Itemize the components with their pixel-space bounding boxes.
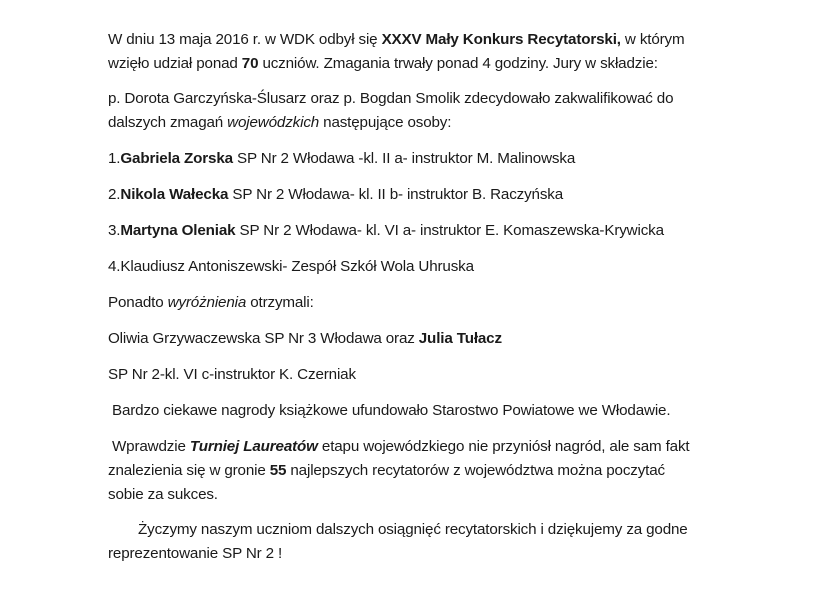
text: dalszych zmagań [108, 114, 228, 131]
paragraph-jury-line-1 [108, 87, 798, 111]
recitator-count: 55 [269, 462, 287, 479]
paragraph-jury-line-2 [108, 111, 798, 135]
student-name: Gabriela Zorska [120, 150, 233, 167]
text: sobie za sukces. [108, 486, 218, 503]
emphasis-word: wyróżnienia [167, 294, 247, 311]
list-item [108, 219, 798, 243]
list-number: 4. [108, 258, 121, 275]
paragraph-distinctions-school [108, 363, 798, 387]
paragraph-tournament-line-2 [108, 459, 798, 483]
list-text: Klaudiusz Antoniszewski- Zespół Szkół Wola Uhruska [120, 258, 474, 275]
paragraph-distinctions-names [108, 327, 798, 351]
event-name: XXXV Mały Konkurs Recytatorski, [381, 31, 621, 48]
text: Oliwia Grzywaczewska SP Nr 3 Włodawa oraz [108, 330, 419, 347]
list-text: SP Nr 2 Włodawa- kl. VI a- instruktor E. Komaszewska-Krywicka [235, 222, 664, 239]
emphasis-word: wojewódzkich [227, 114, 320, 131]
list-item [108, 183, 798, 207]
paragraph-distinctions-heading [108, 291, 798, 315]
text: Życzymy naszym uczniom dalszych osiągnięć recytatorskich i dziękujemy za godne [138, 521, 688, 538]
text: etapu wojewódzkiego nie przyniósł nagród, ale sam fakt [317, 438, 690, 455]
paragraph-intro-line-1 [108, 28, 798, 52]
paragraph-wishes-line-1 [108, 518, 798, 542]
text: reprezentowanie SP Nr 2 ! [108, 545, 283, 562]
list-item [108, 147, 798, 171]
paragraph-prizes [108, 399, 798, 423]
student-name: Julia Tułacz [418, 330, 502, 347]
paragraph-intro-line-2 [108, 52, 798, 76]
text: w którym [620, 31, 685, 48]
text: znalezienia się w gronie [108, 462, 270, 479]
text: wzięło udział ponad [108, 55, 242, 72]
text: Bardzo ciekawe nagrody książkowe ufundowało Starostwo Powiatowe we Włodawie. [112, 402, 671, 419]
student-name: Nikola Wałecka [120, 186, 229, 203]
text: Wprawdzie [112, 438, 190, 455]
list-text: SP Nr 2 Włodawa- kl. II b- instruktor B. Raczyńska [228, 186, 564, 203]
list-number: 2. [108, 186, 121, 203]
list-number: 1. [108, 150, 121, 167]
text: Ponadto [108, 294, 168, 311]
text: następujące osoby: [319, 114, 452, 131]
text: W dniu 13 maja 2016 r. w WDK odbył się [108, 31, 382, 48]
paragraph-tournament-line-3 [108, 483, 798, 507]
paragraph-tournament-line-1 [108, 435, 798, 459]
list-number: 3. [108, 222, 121, 239]
participant-count: 70 [241, 55, 259, 72]
list-text: SP Nr 2 Włodawa -kl. II a- instruktor M. Malinowska [232, 150, 576, 167]
document-body [108, 28, 798, 566]
text: uczniów. Zmagania trwały ponad 4 godziny. Jury w składzie: [258, 55, 658, 72]
tournament-title: Turniej Laureatów [189, 438, 318, 455]
text: najlepszych recytatorów z województwa można poczytać [286, 462, 665, 479]
text: p. Dorota Garczyńska-Ślusarz oraz p. Bogdan Smolik zdecydowało zakwalifikować do [108, 90, 674, 107]
text: SP Nr 2-kl. VI c-instruktor K. Czerniak [108, 366, 356, 383]
list-item [108, 255, 798, 279]
paragraph-wishes-line-2 [108, 542, 798, 566]
student-name: Martyna Oleniak [120, 222, 236, 239]
text: otrzymali: [246, 294, 314, 311]
